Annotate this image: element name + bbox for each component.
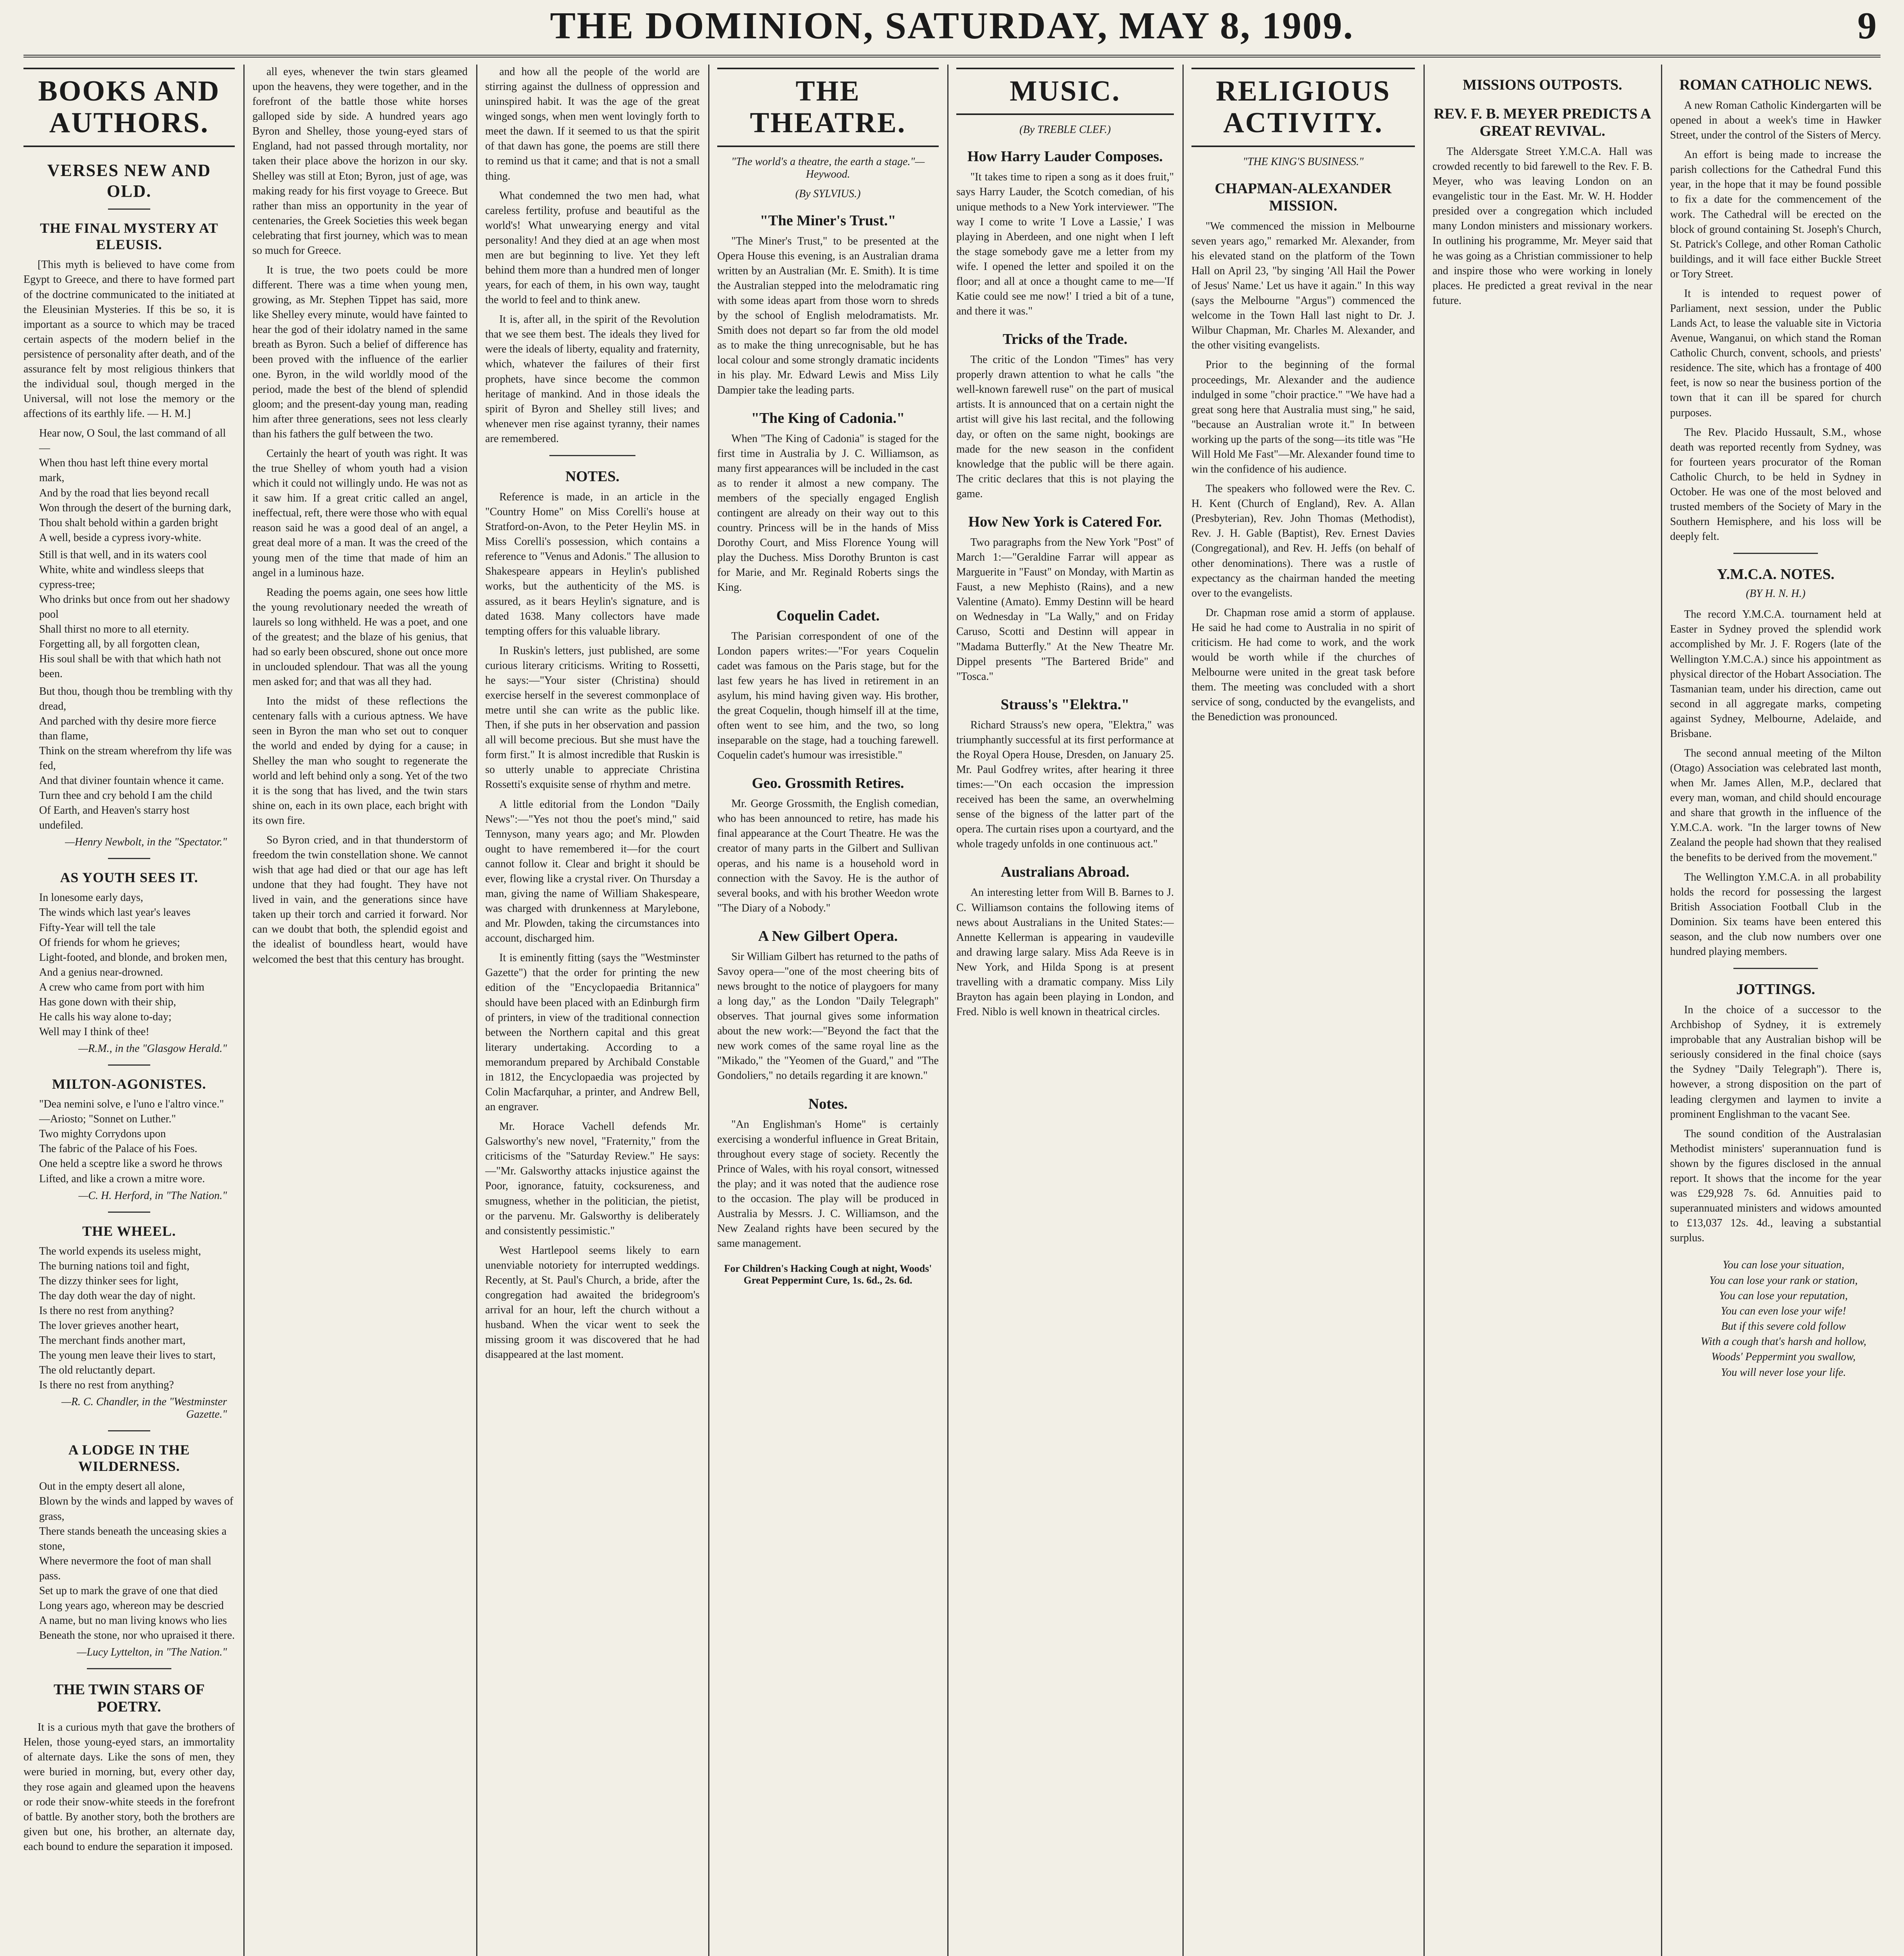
- poem-title-eleusis: THE FINAL MYSTERY AT ELEUSIS.: [40, 220, 218, 253]
- article-paragraph: "We commenced the mission in Melbourne seven years ago," remarked Mr. Alexander, from his elevated stand on the platform of the Town Hall on April 23, "by singing 'All Hail the Power of Jesus' Name.' Let us have it again." In this way (says the Melbourne "Argus") commenced the welcome in the Town Hall last night to Dr. J. Wilbur Chapman, Mr. Charles M. Alexander, and the other visiting evangelists.: [1191, 220, 1415, 352]
- theatre-motto: "The world's a theatre, the earth a stage."—Heywood.: [731, 155, 925, 180]
- verses-heading: VERSES NEW AND OLD.: [47, 160, 211, 201]
- article-paragraph: A new Roman Catholic Kindergarten will be opened in about a week's time in Hawker Street, under the control of the Sisters of Mercy.: [1670, 99, 1881, 142]
- column-theatre: [717, 65, 939, 1956]
- subheading: "The King of Cadonia.": [751, 410, 905, 426]
- poem-title-youth: AS YOUTH SEES IT.: [60, 870, 198, 886]
- article-paragraph: A little editorial from the London "Daily News":—"Yes not thou the poet's mind," said Tennyson, many years ago; and Mr. Plowden ought to have remembered it—for the court cannot follow it. Clear and bright it should be ever, flowing like a crystal river. On Thursday a man, giving the name of William Shakespeare, was charged with drunkenness at Marylebone, and Mr. Plowden, taking the circumstances into account, discharged him.: [485, 798, 700, 945]
- article-paragraph: Reading the poems again, one sees how little the young revolutionary needed the wreath of laurels so long withheld. He was a poet, and one of the greatest; and the blaze of his genius, that had so early been obscured, shone out once more in unclouded splendour. That was all the young men asked for; and that was all they had.: [252, 586, 468, 688]
- poem-verse: Still is that well, and in its waters cool White, white and windless sleeps that cypress-tree; Who drinks but once from out her shadowy pool Shall thirst no more to all eternity. Forgetting all, by all forgotten clean, His soul shall be with that which hath not been.: [39, 548, 230, 680]
- divider: [108, 1064, 150, 1066]
- article-paragraph: Two paragraphs from the New York "Post" of March 1:—"Geraldine Farrar will appear as Marguerite in "Faust" on Monday, with Martin as Faust, a new Mephisto (Rains), and a new Valentine (Amato). Emmy Destinn will be heard on Wednesday in "La Wally," and on Friday Caruso, Scotti and Destinn will appear in "Madama Butterfly." At the New Theatre Mr. Dippel presents "The Bartered Bride" and "Tosca.": [956, 536, 1174, 683]
- religious-motto: "THE KING'S BUSINESS.": [1243, 155, 1364, 168]
- subheading: How New York is Catered For.: [968, 513, 1162, 530]
- subheading: JOTTINGS.: [1736, 981, 1815, 998]
- column-rule: [1182, 65, 1184, 1956]
- article-paragraph: Dr. Chapman rose amid a storm of applause. He said he had come to Australia in no spirit of criticism. He had come to work, and the work would be worth while if the churches of Melbourne were united in the great task before them. The meeting was concluded with a short service of song, conducted by the evangelists, and the Benediction was pronounced.: [1191, 606, 1415, 723]
- article-paragraph: "The Miner's Trust," to be presented at the Opera House this evening, is an Australian drama written by an Australian (Mr. E. Smith). It is time the Australian stepped into the melodramatic ring with some ideas apart from those worn to shreds by the school of English melodramatists. Mr. Smith does not depart so far from the old model as to make the thing unrecognisable, but he has local colour and some strongly dramatic incidents in his play. Mr. Edward Lewis and Miss Lily Dampier take the leading parts.: [717, 235, 939, 396]
- poem-intro: [This myth is believed to have come from Egypt to Greece, and there to have formed part of the doctrine communicated to the initiated at the Eleusinian Mysteries. If this be so, it is important as a source to which may be traced certain aspects of the modern belief in the persistence of personality after death, and of the assurance felt by most religious thinkers that the individual soul, though merged in the Universal, will not lose the memory or the affections of its earthly life. — H. M.]: [23, 259, 235, 420]
- article-paragraph: In the choice of a successor to the Archbishop of Sydney, it is extremely improbable that any Australian bishop will be seriously considered in the final choice (says the Sydney "Daily Telegraph"). There is, however, a strong disposition on the part of leading clergymen and laymen to invite a prominent Englishman to the vacant See.: [1670, 1004, 1881, 1120]
- subheading: ROMAN CATHOLIC NEWS.: [1679, 77, 1872, 93]
- column-catholic-ymca: [1670, 65, 1881, 1956]
- article-paragraph: Certainly the heart of youth was right. It was the true Shelley of whom youth had a vision which it could not willingly undo. He was not as it saw him. If a great critic called an angel, ineffectual, reft, there were those who with equal reason said he was a good deal of an angel, a great deal more of a man. It was the creed of the young men of the time that made of him an angel in a luminous haze.: [252, 447, 468, 579]
- subheading: Tricks of the Trade.: [1002, 331, 1128, 348]
- article-paragraph: The second annual meeting of the Milton (Otago) Association was celebrated last month, when Mr. James Allen, M.P., declared that every man, woman, and child should encourage and share that growth in the influence of the Y.M.C.A. work. "In the larger towns of New Zealand the people had shown that they realised the benefits to be derived from the movement.": [1670, 747, 1881, 864]
- notes-heading: NOTES.: [565, 468, 620, 485]
- poem-title-milton: MILTON-AGONISTES.: [52, 1076, 207, 1092]
- poem-verse: In lonesome early days, The winds which last year's leaves Fifty-Year will tell the tale Of friends for whom he grieves; Light-footed, and blonde, and broken men, And a genius near-drowned. A crew who came from port with him Has gone down with their ship, He calls his way alone to-day; Well may I think of thee!: [39, 892, 227, 1038]
- article-paragraph: So Byron cried, and in that thunderstorm of freedom the twin constellation shone. We cannot wish that age had died or that our age has left undone that they had fought. They have not lived in vain, and the generations since have taken up their torch and carried it forward. Nor can we doubt that both, the splendid egoist and the idealist of boundless heart, would have welcomed the best that this century has brought.: [252, 834, 468, 965]
- poem-attribution: —R.M., in the "Glasgow Herald.": [78, 1043, 227, 1055]
- article-paragraph: The Parisian correspondent of one of the London papers writes:—"For years Coquelin cadet was famous on the Paris stage, but for the last few years he has lived in retirement in an asylum, his mind having given way. His brother, the great Coquelin, though himself ill at the time, often went to see him, and the two, so long inseparable on the stage, had a touching farewell. Coquelin cadet's humour was irresistible.": [717, 630, 939, 762]
- poem-verse: The world expends its useless might, The burning nations toil and fight, The dizzy thinker sees for light, The day doth wear the day of night. Is there no rest from anything? The lover grieves another heart, The merchant finds another mart, The young men leave their lives to start, The old reluctantly depart. Is there no rest from anything?: [39, 1245, 216, 1391]
- article-paragraph: Mr. Horace Vachell defends Mr. Galsworthy's new novel, "Fraternity," from the criticisms of the "Saturday Review." He says:—"Mr. Galsworthy attacks injustice against the Poor, ignorance, fatuity, cocksureness, and smugness, whether in the politician, the pietist, or the parvenu. Mr. Galsworthy is deliberately and consistently pessimistic.": [485, 1120, 700, 1237]
- newspaper-title: THE DOMINION, SATURDAY, MAY 8, 1909.: [550, 5, 1354, 47]
- subheading: How Harry Lauder Composes.: [967, 148, 1163, 165]
- poem-verse: But thou, though thou be trembling with thy dread, And parched with thy desire more fierce than flame, Think on the stream wherefrom thy life was fed, And that diviner fountain whence it came. Turn thee and cry behold I am the child Of Earth, and Heaven's starry host undefiled.: [39, 685, 233, 832]
- column-rule: [243, 65, 245, 1956]
- article-title-twin-stars: THE TWIN STARS OF POETRY.: [53, 1681, 205, 1715]
- advert-footnote: For Children's Hacking Cough at night, Woods' Great Peppermint Cure, 1s. 6d., 2s. 6d.: [724, 1263, 932, 1286]
- subheading: REV. F. B. MEYER PREDICTS A GREAT REVIVAL.: [1434, 106, 1651, 139]
- article-paragraph: Into the midst of these reflections the centenary falls with a curious aptness. We have seen in Byron the man who set out to conquer the world and ended by dying for a cause; in Shelley the man who sought to regenerate the world and left behind only a song. Yet of the two it is the song that has lived, and the twin stars shine on, each in its own place, each bright with its own fire.: [252, 695, 468, 827]
- column-rule: [708, 65, 709, 1956]
- article-paragraph: In Ruskin's letters, just published, are some curious literary criticisms. Writing to Rossetti, he says:—"Your sister (Christina) should exercise herself in the severest commonplace of metre until she can write as the public like. Then, if she puts in her observation and passion all will become precious. But she must have the form first." It is almost incredible that Ruskin is so utterly unable to appreciate Christina Rossetti's exquisite sense of rhythm and metre.: [485, 644, 700, 791]
- article-paragraph: It is, after all, in the spirit of the Revolution that we see them best. The ideals they lived for were the ideals of liberty, equality and fraternity, which, whatever the failures of their first prophets, have since become the common heritage of mankind. And in those ideals the spirit of Byron and Shelley still lives; and whenever men rise against tyranny, their names are remembered.: [485, 313, 700, 445]
- section-heading-religious: RELIGIOUS ACTIVITY.: [1191, 68, 1415, 147]
- subheading: CHAPMAN-ALEXANDER MISSION.: [1215, 180, 1392, 214]
- article-paragraph: The record Y.M.C.A. tournament held at Easter in Sydney proved the splendid work accomplished by Mr. J. F. Rogers (late of the Wellington Y.M.C.A.) since his appointment as physical director of the Hobart Association. The Tasmanian team, under his direction, came out second in all aggregate marks, competing against Sydney, Melbourne, Adelaide, and Brisbane.: [1670, 608, 1881, 740]
- section-heading-theatre: THE THEATRE.: [717, 68, 939, 147]
- article-paragraph: An effort is being made to increase the parish collections for the Cathedral Fund this year, in the hope that it may be found possible to fix a date for the commencement of the work. The Cathedral will be erected on the block of ground containing St. Joseph's Church, St. Patrick's College, and other Roman Catholic buildings, and it will face either Buckle Street or Tory Street.: [1670, 149, 1881, 280]
- column-religious: [1191, 65, 1415, 1956]
- subheading: Notes.: [808, 1095, 848, 1112]
- article-paragraph: The Wellington Y.M.C.A. in all probability holds the record for possessing the largest British Association Football Club in the Dominion. Six teams have been entered this season, and the club now numbers over one hundred playing members.: [1670, 871, 1881, 958]
- poem-title-wheel: THE WHEEL.: [82, 1223, 176, 1239]
- subheading: A New Gilbert Opera.: [758, 928, 898, 944]
- article-paragraph: West Hartlepool seems likely to earn unenviable notoriety for interrupted weddings. Recently, at St. Paul's Church, a bride, after the congregation had awaited the bridegroom's arrival for an hour, left the church without a husband. When the vicar went to seek the missing groom it was discovered that he had disappeared at the last moment.: [485, 1244, 700, 1361]
- theatre-byline: (By SYLVIUS.): [795, 187, 861, 200]
- divider: [108, 1430, 150, 1431]
- article-paragraph: The critic of the London "Times" has very properly drawn attention to what he calls "the well-known farewell ruse" on the part of musical artists. It is announced that on a certain night the artist will give his last recital, and the following day, or often on the same night, bookings are made for the new season in the confident knowledge that the public will be there again. The critic declares that this is not playing the game.: [956, 354, 1174, 500]
- article-paragraph: Sir William Gilbert has returned to the paths of Savoy opera—"one of the most cheering bits of news brought to the notice of playgoers for many a long day," as the London "Daily Telegraph" observes. That journal gives some information about the new work:—"Beyond the fact that the new work comes of the same royal line as the "Mikado," the "Yeomen of the Guard," and "The Gondoliers," no details regarding it are known.": [717, 950, 939, 1082]
- advert-verse: You can lose your situation, You can lose your rank or station, You can lose your reputation, You can even lose your wife! But if this severe cold follow With a cough that's harsh and hollow, Woods' Peppermint you swallow, You will never lose your life.: [1701, 1259, 1866, 1379]
- divider: [549, 455, 635, 456]
- article-paragraph: Prior to the beginning of the formal proceedings, Mr. Alexander and the audience indulged in some "choir practice." "We have had a great song here that Australia must sing," he said, "because an Australian wrote it." In between working up the parts of the song—its title was "He Will Hold Me Fast"—Mr. Alexander found time to win the confidence of his audience.: [1191, 359, 1415, 476]
- divider: [108, 858, 150, 859]
- divider: [1733, 553, 1818, 554]
- subheading: Australians Abroad.: [1001, 864, 1130, 881]
- poem-attribution: —Henry Newbolt, in the "Spectator.": [65, 836, 227, 849]
- page-number: 9: [1857, 5, 1877, 47]
- column-rule: [947, 65, 948, 1956]
- poem-attribution: —R. C. Chandler, in the "Westminster Gazette.": [61, 1396, 227, 1421]
- article-paragraph: Richard Strauss's new opera, "Elektra," was triumphantly successful at its first performance at the Royal Opera House, Dresden, on January 25. Mr. Paul Godfrey writes, after hearing it three times:—"On each occasion the impression received has been the same, an overwhelming sense of the bigness of the latter part of the opera. The curtain rises upon a courtyard, and the whole tragedy unfolds in one continuous act.": [956, 719, 1174, 850]
- poem-verse: Hear now, O Soul, the last command of all— When thou hast left thine every mortal mark, And by the road that lies beyond recall Won through the desert of the burning dark, Thou shalt behold within a garden bright A well, beside a cypress ivory-white.: [39, 427, 231, 544]
- divider: [108, 1212, 150, 1213]
- divider: [108, 209, 150, 210]
- poem-title-lodge: A LODGE IN THE WILDERNESS.: [68, 1442, 190, 1474]
- article-paragraph: and how all the people of the world are stirring against the dullness of oppression and uninspired habit. It was the age of the great winged songs, when men went lovingly forth to meet the dawn. If it seemed to us that the spirit of that dawn has gone, the poems are still there to remind us that it came; and that is not a small thing.: [485, 66, 700, 182]
- column-books-and-authors: [23, 65, 235, 1956]
- article-paragraph: The Aldersgate Street Y.M.C.A. Hall was crowded recently to bid farewell to the Rev. F. B. Meyer, who was leaving London on an evangelistic tour in the East. Mr. W. H. Hodder presided over a congregation which included many London ministers and missionary workers. In outlining his programme, Mr. Meyer said that he was going as a Christian commissioner to help and inspire those who were working in lonely places. He predicted a great revival in the near future.: [1432, 146, 1652, 307]
- poem-attribution: —C. H. Herford, in "The Nation.": [78, 1189, 227, 1202]
- column-rule: [1661, 65, 1662, 1956]
- column-rule: [476, 65, 477, 1956]
- article-paragraph: "An Englishman's Home" is certainly exercising a wonderful influence in Great Britain, throughout every stage of society. Recently the Prince of Wales, with his royal consort, witnessed the play; and it was noted that the audience rose to the occasion. The play will be produced in Australia by Messrs. J. C. Williamson, and the New Zealand rights have been secured by the same management.: [717, 1118, 939, 1250]
- article-paragraph: When "The King of Cadonia" is staged for the first time in Australia by J. C. Williamson, as many first appearances will be included in the cast as to render it almost a new company. The members of the specially engaged English contingent are already on their way out to this country. Princess will be in the hands of Miss Dorothy Court, and Miss Florence Young will play the Duchess. Miss Dorothy Brunton is cast for Marie, and Mr. Reginald Roberts sings the King.: [717, 432, 939, 594]
- article-paragraph: What condemned the two men had, what careless fertility, profuse and beautiful as the world's! What unwearying energy and vital personality! And they died at an age when most men are but beginning to live. Yet they left behind them more than a hundred men of longer years, for each of them, in his own way, taught the world to feel and to think anew.: [485, 189, 700, 306]
- section-heading-books: BOOKS AND AUTHORS.: [23, 68, 235, 147]
- article-paragraph: "It takes time to ripen a song as it does fruit," says Harry Lauder, the Scotch comedian, of his unique methods to a New York interviewer. "The way I come to write 'I Love a Lassie,' I was playing in Aberdeen, and one night when I left the stage somebody gave me a letter from my wife. I opened the letter and spoiled it on the floor; and all at once a thought came to me—'If Katie could see me now!' I tried a bit of a tune, and there it was.": [956, 171, 1174, 318]
- article-paragraph: The Rev. Placido Hussault, S.M., whose death was reported recently from Sydney, was for fourteen years procurator of the Roman Catholic Church, to be held in Sydney in October. He was one of the most beloved and trusted members of the Society of Mary in the Southern Hemisphere, and his loss will be deeply felt.: [1670, 426, 1881, 543]
- article-paragraph: An interesting letter from Will B. Barnes to J. C. Williamson contains the following items of news about Australians in the United States:—Annette Kellerman is appearing in vaudeville and drawing large salary. Miss Ada Reeve is in New York, and Hilda Spong is at present travelling with a dramatic company. Miss Lily Brayton has again been playing in London, and Fred. Niblo is well known in theatrical circles.: [956, 886, 1174, 1018]
- article-paragraph: The sound condition of the Australasian Methodist ministers' superannuation fund is shown by the figures disclosed in the annual report. It shows that the income for the year was £29,928 7s. 6d. Annuities paid to superannuated ministers and widows amounted to £13,037 12s. 4d., leaving a substantial surplus.: [1670, 1127, 1881, 1244]
- article-paragraph: Reference is made, in an article in the "Country Home" on Miss Corelli's house at Stratford-on-Avon, to the Peter Heylin MS. in Miss Corelli's possession, which contains a reference to "Venus and Adonis." The allusion to Shakespeare appears in Heylin's published works, but the authenticity of the MS. is assured, as it bears Heylin's signature, and is dated 1638. Many collectors have made tempting offers for this valuable library.: [485, 491, 700, 637]
- article-paragraph: It is a curious myth that gave the brothers of Helen, those young-eyed stars, an immortality of alternate days. Like the sons of men, they were buried in morning, but, every other day, they rose again and gleamed upon the heavens or rode their snow-white steeds in the forefront of battle. By another story, both the brothers are given but one, his brother, an alternate day, each bound to endure the separation it imposed.: [23, 1721, 235, 1853]
- divider: [87, 1668, 171, 1669]
- subheading: Coquelin Cadet.: [776, 607, 880, 624]
- subheading: Strauss's "Elektra.": [1001, 696, 1130, 713]
- article-paragraph: It is eminently fitting (says the "Westminster Gazette") that the order for printing the new edition of the "Encyclopaedia Britannica" should have been placed with an Edinburgh firm of printers, in view of the traditional connection between the Northern capital and this great literary undertaking. According to a memorandum prepared by Archibald Constable in 1812, the Encyclopaedia was projected by Colin Macfarquhar, a printer, and Andrew Bell, an engraver.: [485, 952, 700, 1113]
- music-byline: (By TREBLE CLEF.): [1019, 124, 1111, 136]
- column-missions: [1432, 65, 1652, 1956]
- article-paragraph: The speakers who followed were the Rev. C. H. Kent (Church of England), Rev. A. Allan (Presbyterian), Rev. John Thomas (Methodist), Rev. J. H. Gable (Baptist), Rev. Ernest Davies (Congregational), and Rev. H. Jeffs (on behalf of other denominations). There was a rustle of expectancy as the chairman handed the meeting over to the evangelists.: [1191, 483, 1415, 599]
- column-music: [956, 65, 1174, 1956]
- subheading: "The Miner's Trust.": [760, 212, 896, 229]
- poem-attribution: —Lucy Lyttelton, in "The Nation.": [77, 1646, 227, 1659]
- column-notes: [485, 65, 700, 1956]
- poem-verse: "Dea nemini solve, e l'uno e l'altro vince." —Ariosto; "Sonnet on Luther." Two mighty Corrydons upon The fabric of the Palace of his Foes. One held a sceptre like a sword he throws Lifted, and like a crown a mitre wore.: [39, 1098, 224, 1185]
- subheading: Geo. Grossmith Retires.: [752, 775, 904, 792]
- article-paragraph: It is true, the two poets could be more different. There was a time when young men, growing, as Mr. Stephen Tippet has said, more like Shelley every minute, would have fainted to hear the god of their idolatry named in the same breath as Byron. Such a belief of difference has been proved with the influence of the earlier one. Byron, in the wild worldly mood of the period, made the best of the blend of splendid gloom; and the present-day young man, reading him after three generations, sees not less clearly than his fathers the gulf between the two.: [252, 264, 468, 440]
- article-paragraph: Mr. George Grossmith, the English comedian, who has been announced to retire, has made his final appearance at the Court Theatre. He was the creator of many parts in the Gilbert and Sullivan operas, and his name is a household word in connection with the Savoy. He is the author of several books, and with his brother Weedon wrote "The Diary of a Nobody.": [717, 798, 939, 914]
- masthead: [23, 4, 1881, 58]
- poem-verse: Out in the empty desert all alone, Blown by the winds and lapped by waves of grass, There stands beneath the unceasing skies a stone, Where nevermore the foot of man shall pass. Set up to mark the grave of one that died Long years ago, whereon may be descried A name, but no man living knows who lies Beneath the stone, nor who upraised it there.: [39, 1480, 235, 1642]
- column-rule: [1424, 65, 1425, 1956]
- subheading: Y.M.C.A. NOTES.: [1717, 566, 1835, 583]
- article-paragraph: It is intended to request power of Parliament, next session, under the Public Lands Act, to lease the valuable site in Victoria Avenue, Wanganui, on which stand the Roman Catholic Church, convent, schools, and priests' residence. The site, which has a frontage of 400 feet, is now so near the business portion of the town that it can ill be spared for church purposes.: [1670, 287, 1881, 419]
- column-twin-stars-cont: [252, 65, 468, 1956]
- subheading: MISSIONS OUTPOSTS.: [1463, 77, 1622, 93]
- divider: [1733, 968, 1818, 969]
- section-heading-music: MUSIC.: [956, 68, 1174, 115]
- article-paragraph: all eyes, whenever the twin stars gleamed upon the heavens, they were together, and in the forefront of the battle those white horses galloped side by side. A hundred years ago Byron and Shelley, those young-eyed stars of England, had not passed through mortality, nor taken their place above the horizon in our sky. Shelley was still at Eton; Byron, just of age, was making ready for his first voyage to Greece. But rather than miss an opportunity in the year of centenaries, the Greek Societies this week began celebrating that first journey, which was to mean so much for Greece.: [252, 66, 468, 257]
- ymca-byline: (BY H. N. H.): [1746, 588, 1806, 600]
